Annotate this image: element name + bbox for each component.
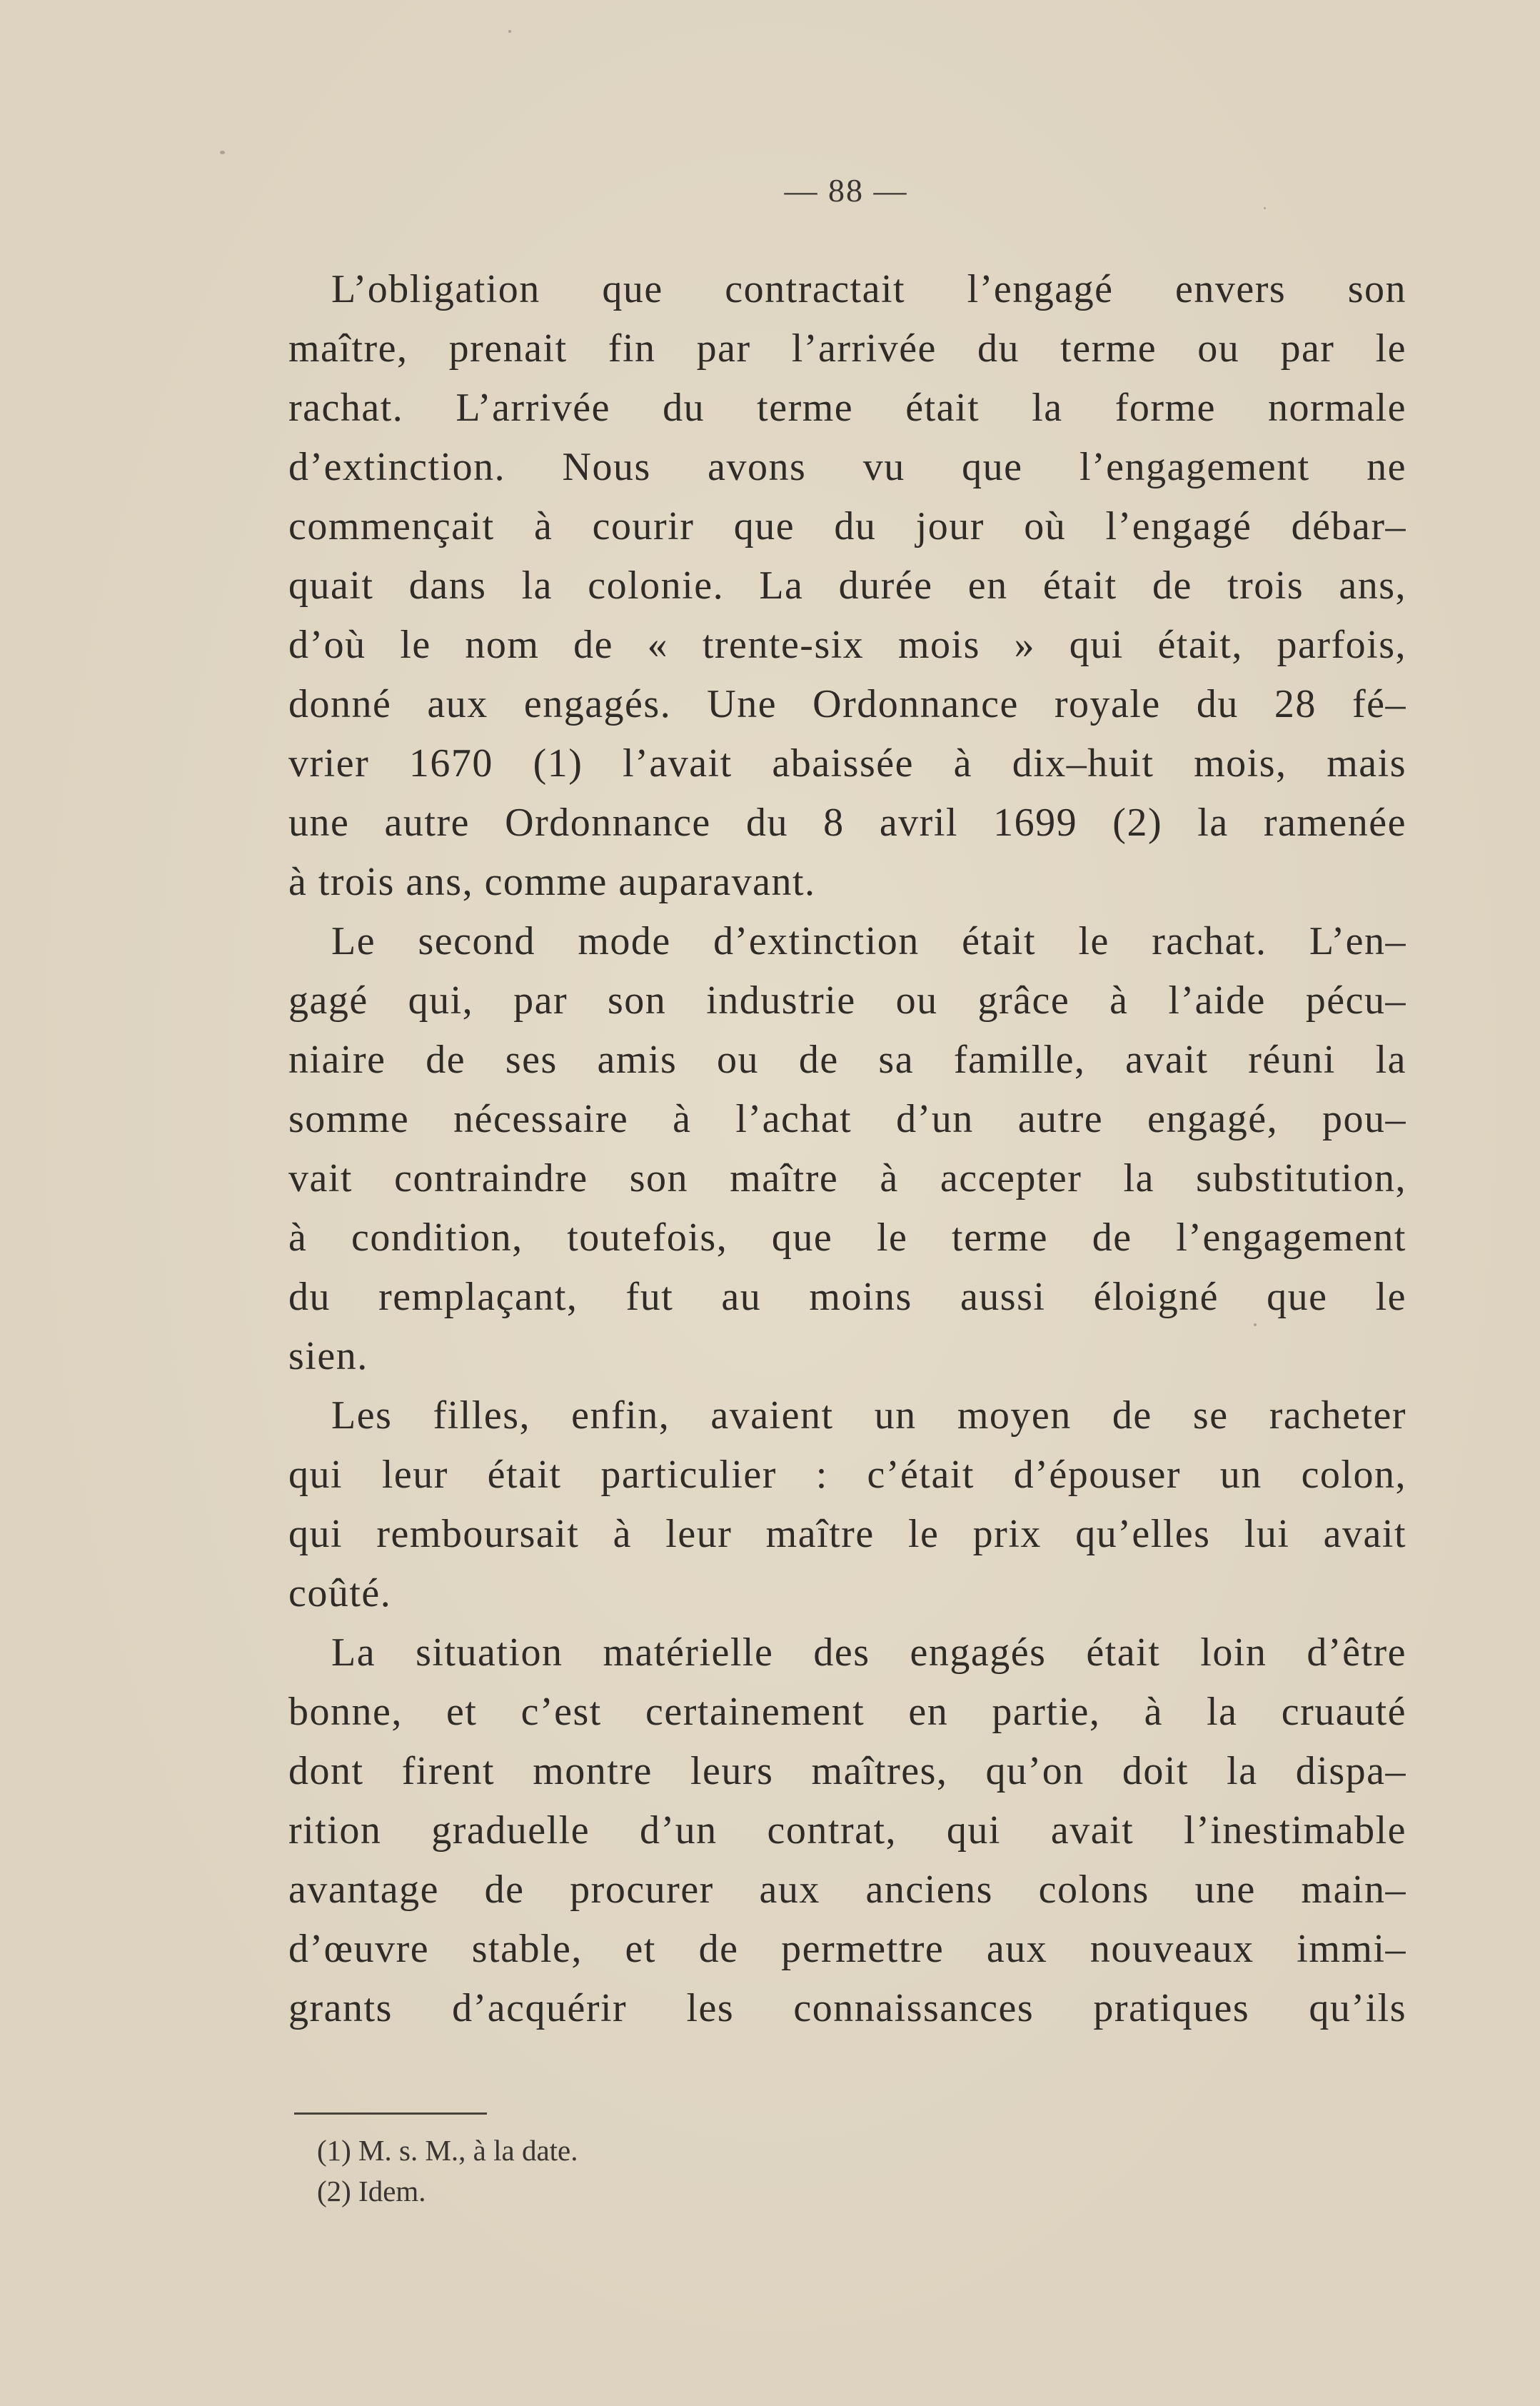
text-line: Le second mode d’extinction était le rachat. L’en– [331,919,1406,963]
text-line: grants d’acquérir les connaissances pratiques qu’ils [288,1986,1406,2030]
text-line: donné aux engagés. Une Ordonnance royale du 28 fé– [288,682,1406,726]
paper-speck [220,151,225,154]
text-line: avantage de procurer aux anciens colons une main– [288,1868,1406,1912]
text-line: gagé qui, par son industrie ou grâce à l’aide pécu– [288,978,1406,1023]
paper-speck [1254,1323,1257,1326]
text-line: maître, prenait fin par l’arrivée du terme ou par le [288,326,1406,371]
page-number: — 88 — [784,172,908,209]
paragraph [288,260,1406,912]
text-line: L’obligation que contractait l’engagé envers son [331,267,1406,311]
text-line: une autre Ordonnance du 8 avril 1699 (2) la ramenée [288,801,1406,845]
text-line: coûté. [288,1571,392,1615]
text-line: bonne, et c’est certainement en partie, à la cruauté [288,1690,1406,1734]
text-line: somme nécessaire à l’achat d’un autre engagé, pou– [288,1097,1406,1141]
text-line: Les filles, enfin, avaient un moyen de se racheter [331,1393,1406,1438]
footnote-divider [294,2112,487,2115]
text-line: rition graduelle d’un contrat, qui avait l’inestimable [288,1808,1406,1853]
text-line: à trois ans, comme auparavant. [288,860,816,904]
text-line: qui leur était particulier : c’était d’épouser un colon, [288,1453,1406,1497]
text-line: commençait à courir que du jour où l’engagé débar– [288,504,1406,548]
body-text [288,260,1406,2038]
text-line: du remplaçant, fut au moins aussi éloigné que le [288,1275,1406,1319]
text-line: d’extinction. Nous avons vu que l’engagement ne [288,445,1406,489]
text-line: rachat. L’arrivée du terme était la forme normale [288,386,1406,430]
footnotes [317,2130,1174,2212]
text-line: La situation matérielle des engagés était loin d’être [331,1630,1406,1675]
paragraph [288,1623,1406,2038]
text-line: vrier 1670 (1) l’avait abaissée à dix–huit mois, mais [288,741,1406,786]
text-line: d’où le nom de « trente-six mois » qui était, parfois, [288,623,1406,667]
footnote: (2) Idem. [317,2175,426,2207]
text-line: quait dans la colonie. La durée en était de trois ans, [288,563,1406,608]
paragraph [288,912,1406,1386]
paragraph [288,1386,1406,1623]
text-line: d’œuvre stable, et de permettre aux nouveaux immi– [288,1927,1406,1971]
text-line: à condition, toutefois, que le terme de l’engagement [288,1215,1406,1260]
text-line: sien. [288,1334,368,1378]
text-line: dont firent montre leurs maîtres, qu’on doit la dispa– [288,1749,1406,1793]
paper-speck [1264,207,1266,209]
footnote: (1) M. s. M., à la date. [317,2134,578,2167]
paper-speck [508,30,511,33]
text-line: qui remboursait à leur maître le prix qu’elles lui avait [288,1512,1406,1556]
text-line: vait contraindre son maître à accepter la substitution, [288,1156,1406,1201]
text-line: niaire de ses amis ou de sa famille, avait réuni la [288,1038,1406,1082]
